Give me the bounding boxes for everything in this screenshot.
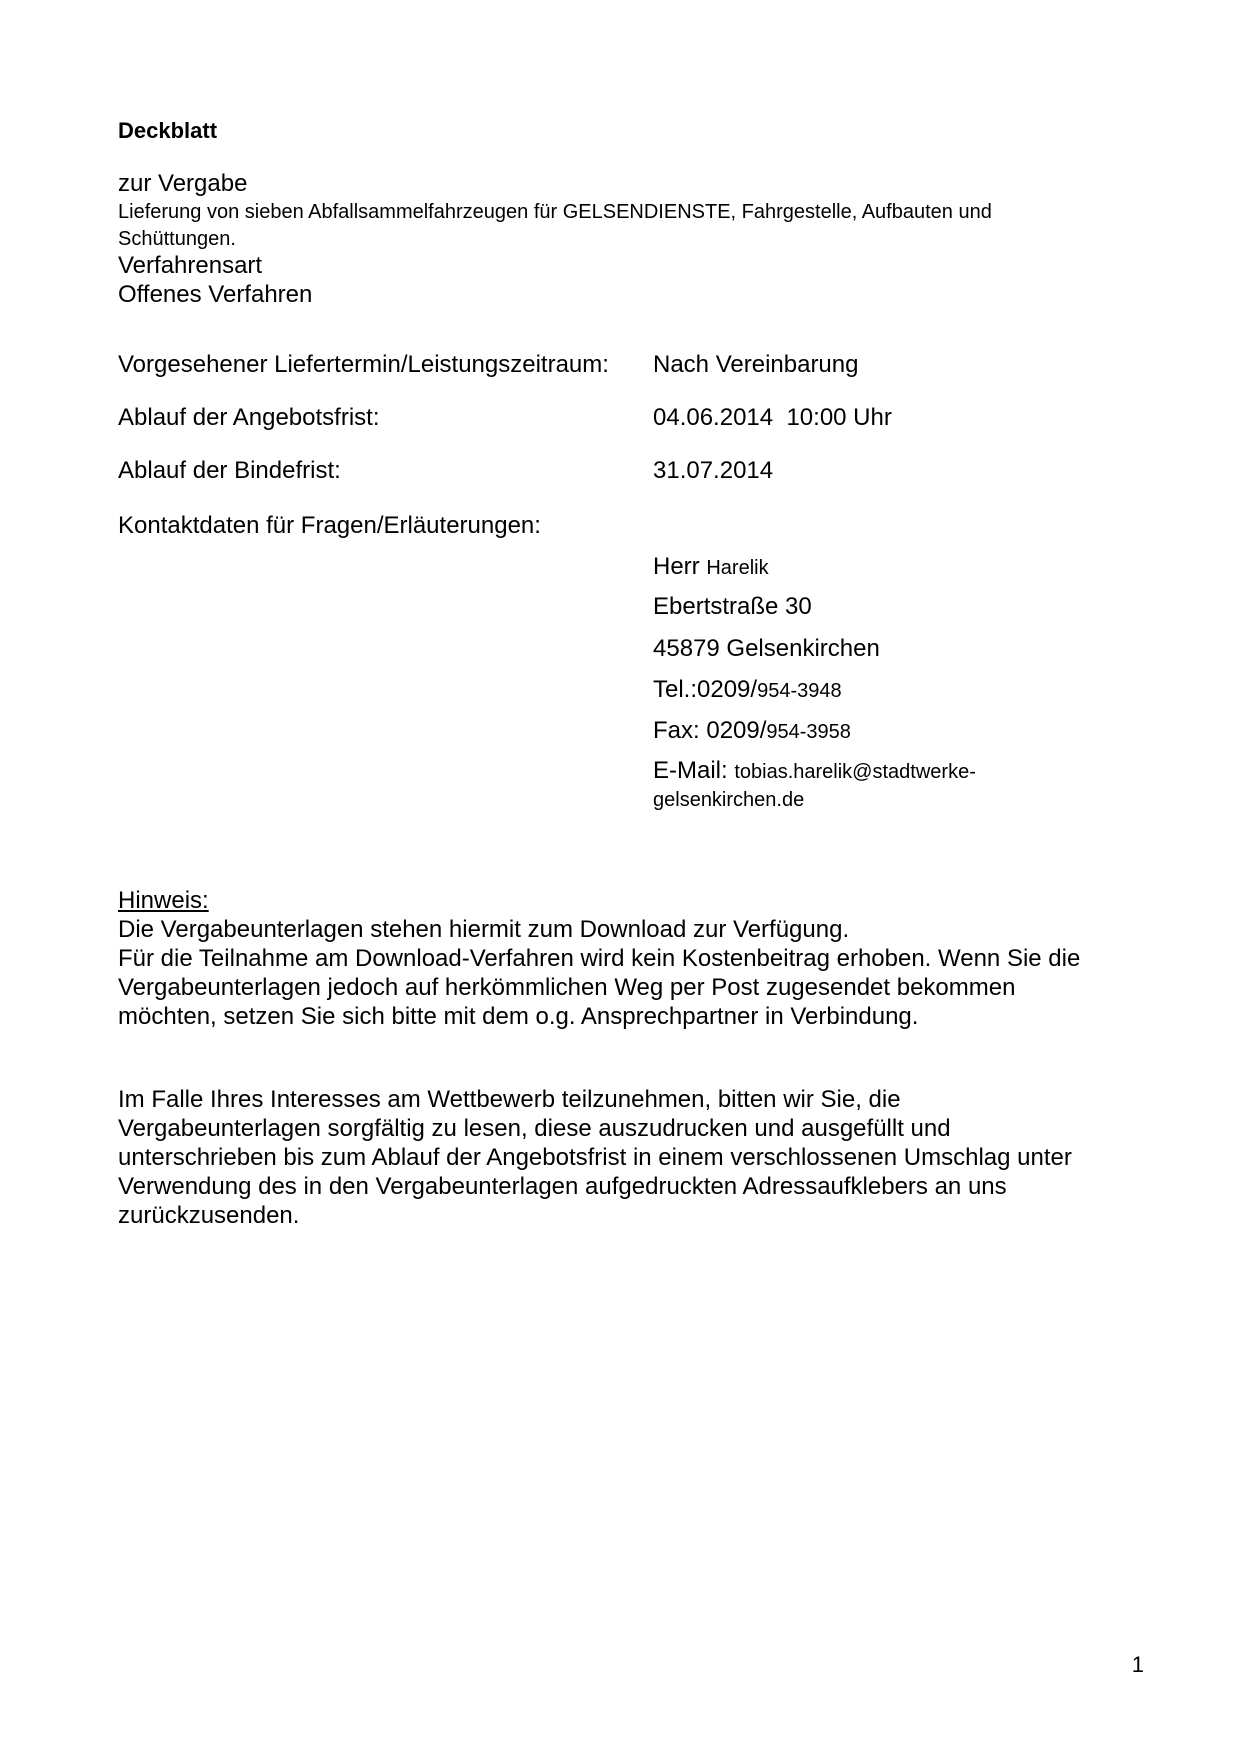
- closing-line-3: unterschrieben bis zum Ablauf der Angebotsfrist in einem verschlossenen Umschlag unter: [118, 1144, 1072, 1171]
- page-number: 1: [1131, 1652, 1144, 1677]
- notice-heading: Hinweis:: [118, 887, 209, 914]
- contact-label: Kontaktdaten für Fragen/Erläuterungen:: [118, 512, 541, 539]
- contact-name-prefix: Herr: [653, 553, 707, 580]
- closing-line-1: Im Falle Ihres Interesses am Wettbewerb teilzunehmen, bitten wir Sie, die: [118, 1086, 901, 1113]
- contact-fax: [653, 717, 851, 745]
- delivery-label: Vorgesehener Liefertermin/Leistungszeitraum:: [118, 351, 609, 378]
- notice-line-4: möchten, setzen Sie sich bitte mit dem o.g. Ansprechpartner in Verbindung.: [118, 1003, 919, 1030]
- contact-email-prefix: E-Mail:: [653, 757, 735, 784]
- document-title: Deckblatt: [118, 118, 218, 143]
- contact-tel: [653, 676, 842, 704]
- contact-name-value: Harelik: [706, 557, 769, 579]
- contact-email-line1[interactable]: tobias.harelik@stadtwerke-: [734, 761, 976, 783]
- closing-line-2: Vergabeunterlagen sorgfältig zu lesen, diese auszudrucken und ausgefüllt und: [118, 1115, 951, 1142]
- contact-tel-number: 954-3948: [757, 680, 842, 702]
- procedure-label: Verfahrensart: [118, 252, 263, 279]
- procedure-value: Offenes Verfahren: [118, 281, 313, 308]
- binding-deadline-value: 31.07.2014: [653, 457, 774, 484]
- contact-tel-prefix: Tel.:0209/: [653, 676, 758, 703]
- delivery-value: Nach Vereinbarung: [653, 351, 859, 378]
- subject-line-1: Lieferung von sieben Abfallsammelfahrzeugen für GELSENDIENSTE, Fahrgestelle, Aufbauten und: [118, 201, 992, 223]
- offer-deadline-label: Ablauf der Angebotsfrist:: [118, 404, 380, 431]
- notice-line-3: Vergabeunterlagen jedoch auf herkömmlichen Weg per Post zugesendet bekommen: [118, 974, 1016, 1001]
- contact-city: 45879 Gelsenkirchen: [653, 635, 880, 662]
- intro-award-line: zur Vergabe: [118, 170, 248, 197]
- offer-deadline-value: 04.06.2014 10:00 Uhr: [653, 404, 892, 431]
- contact-name: [653, 553, 769, 581]
- contact-email: [653, 757, 976, 785]
- subject-line-2: Schüttungen.: [118, 228, 236, 250]
- contact-street: Ebertstraße 30: [653, 593, 812, 620]
- notice-line-2: Für die Teilnahme am Download-Verfahren wird kein Kostenbeitrag erhoben. Wenn Sie die: [118, 945, 1081, 972]
- closing-line-5: zurückzusenden.: [118, 1202, 300, 1229]
- notice-line-1: Die Vergabeunterlagen stehen hiermit zum Download zur Verfügung.: [118, 916, 850, 943]
- closing-line-4: Verwendung des in den Vergabeunterlagen aufgedruckten Adressaufklebers an uns: [118, 1173, 1007, 1200]
- contact-fax-number: 954-3958: [766, 721, 851, 743]
- binding-deadline-label: Ablauf der Bindefrist:: [118, 457, 341, 484]
- contact-email-line2[interactable]: gelsenkirchen.de: [653, 789, 805, 811]
- contact-fax-prefix: Fax: 0209/: [653, 717, 767, 744]
